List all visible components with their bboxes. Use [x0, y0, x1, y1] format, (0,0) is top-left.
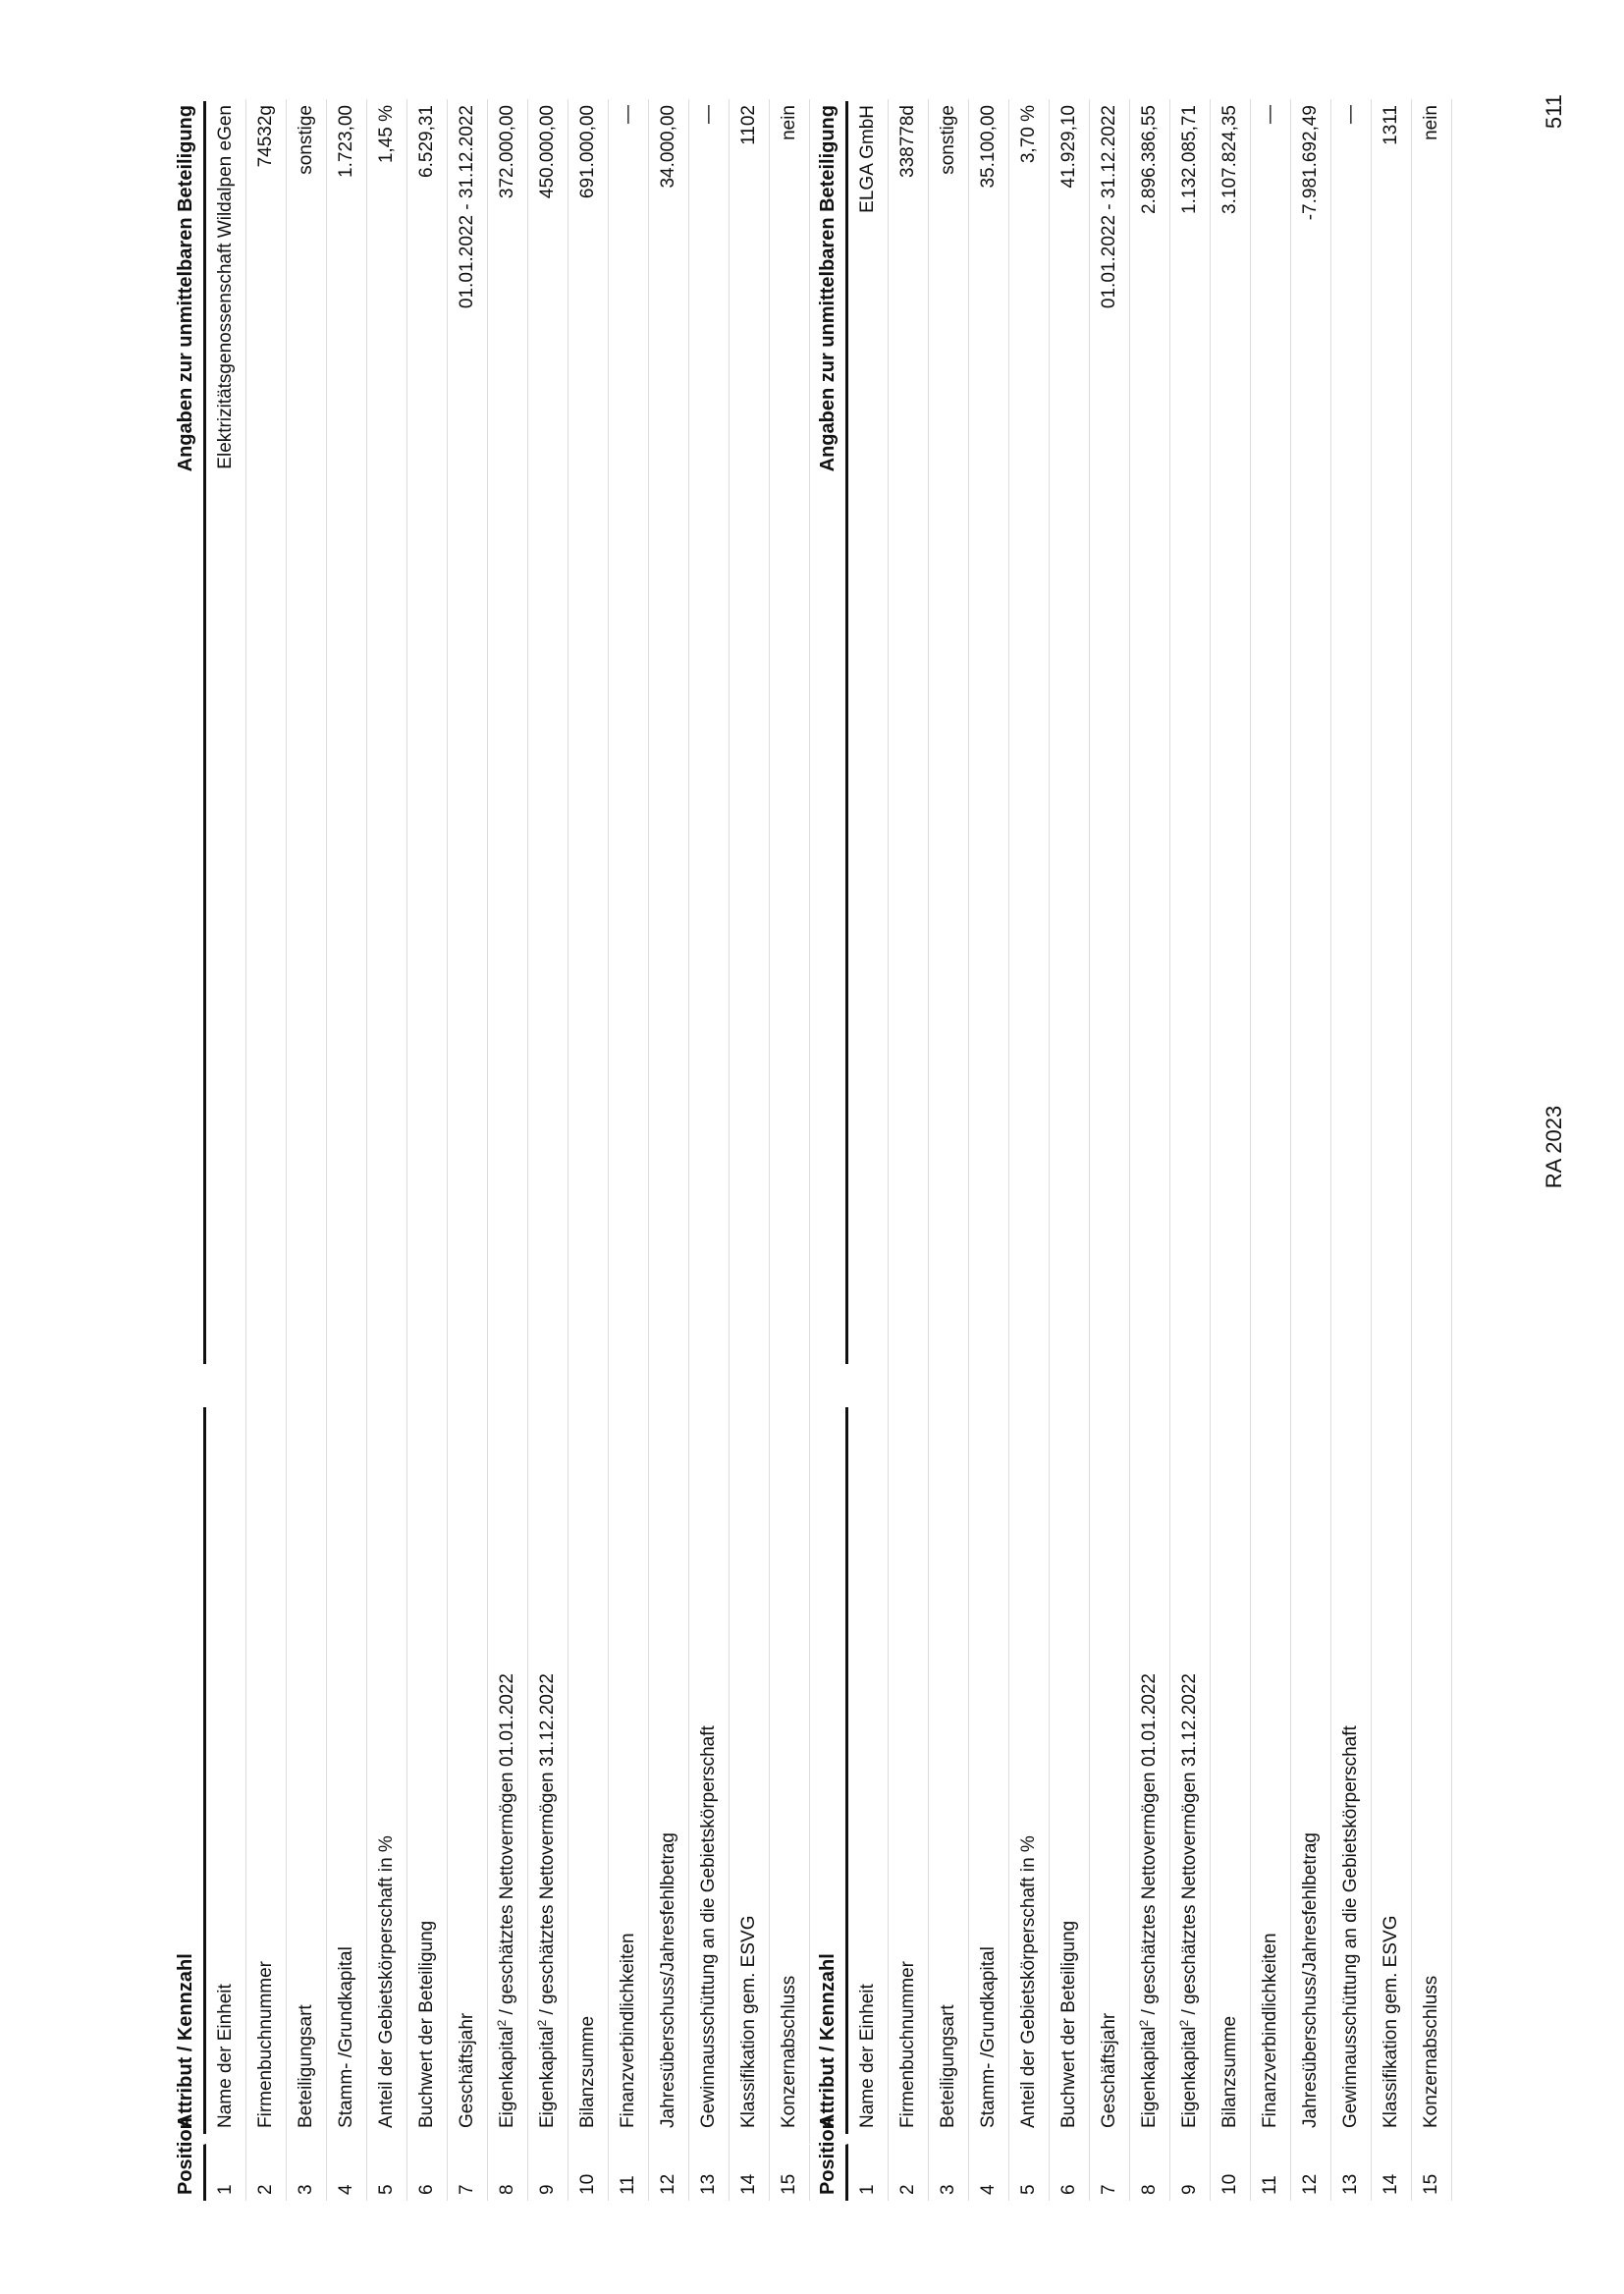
attribute-label-suffix: / geschätztes Nettovermögen 01.01.2022 [1139, 1673, 1160, 2020]
row-attribute [206, 1407, 245, 2134]
table-row [1211, 99, 1251, 2201]
row-attribute [448, 1407, 487, 2134]
row-value: sonstige [296, 105, 316, 175]
table-row [929, 99, 969, 2201]
attribute-label: Name der Einheit [857, 1984, 878, 2128]
table-row [1251, 99, 1291, 2201]
row-value: — [618, 105, 638, 124]
table-row [969, 99, 1009, 2201]
row-value: 34.000,00 [658, 105, 678, 189]
row-value: 450.000,00 [537, 105, 558, 199]
row-attribute [609, 1407, 648, 2134]
attribute-label: Jahresüberschuss/Jahresfehlbetrag [1300, 1831, 1321, 2128]
row-position: 9 [528, 2144, 568, 2201]
table-row [287, 99, 327, 2201]
header-attribute: Attribut / Kennzahl [165, 1407, 206, 2134]
row-value: 35.100,00 [978, 105, 999, 189]
table-row [407, 99, 448, 2201]
participation-table-2 [807, 99, 1452, 2201]
attribute-label-suffix: / geschätztes Nettovermögen 31.12.2022 [1179, 1673, 1200, 2020]
row-attribute [528, 1407, 568, 2134]
row-attribute [1211, 1407, 1250, 2134]
row-value: 2.896.386,55 [1139, 105, 1160, 214]
table-row [1291, 99, 1331, 2201]
table-row [770, 99, 810, 2201]
row-attribute [407, 1407, 447, 2134]
row-attribute [327, 1407, 366, 2134]
attribute-label: Finanzverbindlichkeiten [618, 1933, 638, 2128]
row-value: nein [1421, 105, 1441, 140]
header-value: Angaben zur unmittelbaren Beteiligung [807, 101, 848, 1364]
row-attribute [246, 1407, 286, 2134]
row-value: 1.132.085,71 [1179, 105, 1200, 214]
row-value: Elektrizitätsgenossenschaft Wildalpen eGen [215, 105, 236, 469]
attribute-label: Gewinnausschüttung an die Gebietskörperschaft [1340, 1725, 1361, 2128]
attribute-label: Bilanzsumme [577, 2015, 598, 2128]
table-header-row [807, 99, 848, 2201]
attribute-label: Buchwert der Beteiligung [416, 1920, 437, 2128]
row-attribute [568, 1407, 608, 2134]
footnote-marker: 2 [495, 2019, 509, 2027]
attribute-label: Bilanzsumme [1219, 2015, 1240, 2128]
attribute-label: Beteiligungsart [296, 2004, 316, 2128]
row-attribute [730, 1407, 769, 2134]
page-number: 511 [1542, 94, 1566, 130]
attribute-label: Gewinnausschüttung an die Gebietskörperschaft [698, 1725, 719, 2128]
row-value: -7.981.692,49 [1300, 105, 1321, 221]
row-value: 1.723,00 [336, 105, 356, 178]
row-value: 6.529,31 [416, 105, 437, 178]
table-row [327, 99, 367, 2201]
table-row [1372, 99, 1412, 2201]
row-value: 3.107.824,35 [1219, 105, 1240, 214]
table-row [1050, 99, 1090, 2201]
row-attribute [488, 1407, 527, 2134]
row-value: 01.01.2022 - 31.12.2022 [1099, 105, 1119, 309]
row-attribute [1009, 1407, 1049, 2134]
table-row [528, 99, 568, 2201]
row-value: 691.000,00 [577, 105, 598, 199]
table-row [568, 99, 609, 2201]
attribute-label: Klassifikation gem. ESVG [738, 1915, 759, 2128]
row-value: 372.000,00 [497, 105, 517, 199]
attribute-label: Eigenkapital [1139, 2026, 1160, 2128]
attribute-label: Eigenkapital [497, 2026, 517, 2128]
row-position: 13 [1331, 2144, 1371, 2201]
row-position: 1 [206, 2144, 245, 2201]
attribute-label: Eigenkapital [537, 2026, 558, 2128]
row-value: 338778d [897, 105, 918, 178]
table-row [1170, 99, 1211, 2201]
row-attribute [1331, 1407, 1371, 2134]
attribute-label: Geschäftsjahr [457, 2012, 477, 2128]
row-value: 1102 [738, 105, 759, 145]
attribute-label: Firmenbuchnummer [897, 1961, 918, 2128]
table-row [889, 99, 929, 2201]
row-position: 8 [1130, 2144, 1169, 2201]
row-value: sonstige [938, 105, 958, 175]
row-position: 6 [1050, 2144, 1089, 2201]
header-position: Position [165, 2144, 206, 2201]
row-attribute [1170, 1407, 1210, 2134]
attribute-label: Name der Einheit [215, 1984, 236, 2128]
attribute-label: Stamm- /Grundkapital [978, 1946, 999, 2128]
table-row [488, 99, 528, 2201]
footnote-marker: 2 [1177, 2019, 1191, 2027]
table-row [730, 99, 770, 2201]
row-attribute [1372, 1407, 1411, 2134]
attribute-label-suffix: / geschätztes Nettovermögen 01.01.2022 [497, 1673, 517, 2020]
row-position: 3 [929, 2144, 968, 2201]
row-position: 10 [1211, 2144, 1250, 2201]
table-row [1130, 99, 1170, 2201]
row-position: 4 [969, 2144, 1008, 2201]
table-row [1090, 99, 1130, 2201]
row-attribute [287, 1407, 326, 2134]
row-attribute [770, 1407, 809, 2134]
row-position: 8 [488, 2144, 527, 2201]
header-position: Position [807, 2144, 848, 2201]
header-value: Angaben zur unmittelbaren Beteiligung [165, 101, 206, 1364]
row-attribute [1412, 1407, 1451, 2134]
table-row [1331, 99, 1372, 2201]
row-attribute [1251, 1407, 1290, 2134]
footnote-marker: 2 [535, 2019, 549, 2027]
row-value: 41.929,10 [1058, 105, 1079, 189]
row-attribute [1050, 1407, 1089, 2134]
participation-table-1 [165, 99, 810, 2201]
row-value: — [1260, 105, 1280, 124]
table-row [848, 99, 889, 2201]
attribute-label: Anteil der Gebietskörperschaft in % [1018, 1835, 1039, 2128]
row-position: 11 [609, 2144, 648, 2201]
table-row [246, 99, 287, 2201]
header-attribute: Attribut / Kennzahl [807, 1407, 848, 2134]
attribute-label: Geschäftsjahr [1099, 2012, 1119, 2128]
row-value: 01.01.2022 - 31.12.2022 [457, 105, 477, 309]
row-position: 5 [1009, 2144, 1049, 2201]
row-position: 14 [730, 2144, 769, 2201]
footnote-marker: 2 [1137, 2019, 1151, 2027]
row-attribute [367, 1407, 406, 2134]
row-position: 12 [649, 2144, 688, 2201]
attribute-label-suffix: / geschätztes Nettovermögen 31.12.2022 [537, 1673, 558, 2020]
attribute-label: Stamm- /Grundkapital [336, 1946, 356, 2128]
table-row [367, 99, 407, 2201]
row-attribute [848, 1407, 888, 2134]
row-attribute [929, 1407, 968, 2134]
attribute-label: Beteiligungsart [938, 2004, 958, 2128]
row-position: 9 [1170, 2144, 1210, 2201]
table-body [206, 99, 810, 2201]
attribute-label: Klassifikation gem. ESVG [1380, 1915, 1401, 2128]
attribute-label: Jahresüberschuss/Jahresfehlbetrag [658, 1831, 678, 2128]
row-attribute [1130, 1407, 1169, 2134]
row-value: 1311 [1380, 105, 1401, 145]
table-body [848, 99, 1452, 2201]
row-position: 2 [246, 2144, 286, 2201]
row-position: 6 [407, 2144, 447, 2201]
row-value: — [698, 105, 719, 124]
row-position: 11 [1251, 2144, 1290, 2201]
row-attribute [649, 1407, 688, 2134]
table-row [689, 99, 730, 2201]
table-row [448, 99, 488, 2201]
row-value: 3,70 % [1018, 105, 1039, 164]
row-value: — [1340, 105, 1361, 124]
attribute-label: Buchwert der Beteiligung [1058, 1920, 1079, 2128]
attribute-label: Eigenkapital [1179, 2026, 1200, 2128]
row-position: 7 [448, 2144, 487, 2201]
row-position: 7 [1090, 2144, 1129, 2201]
attribute-label: Konzernabschluss [779, 1975, 799, 2128]
row-value: 74532g [255, 105, 276, 168]
row-position: 3 [287, 2144, 326, 2201]
report-label: RA 2023 [1542, 1105, 1566, 1189]
row-position: 1 [848, 2144, 888, 2201]
table-row [1412, 99, 1452, 2201]
row-position: 2 [889, 2144, 928, 2201]
table-header-row [165, 99, 206, 2201]
attribute-label: Firmenbuchnummer [255, 1961, 276, 2128]
row-position: 5 [367, 2144, 406, 2201]
row-position: 15 [770, 2144, 809, 2201]
row-attribute [969, 1407, 1008, 2134]
row-value: nein [779, 105, 799, 140]
row-attribute [689, 1407, 729, 2134]
row-position: 13 [689, 2144, 729, 2201]
row-attribute [889, 1407, 928, 2134]
attribute-label: Anteil der Gebietskörperschaft in % [376, 1835, 397, 2128]
table-row [649, 99, 689, 2201]
attribute-label: Konzernabschluss [1421, 1975, 1441, 2128]
row-value: 1,45 % [376, 105, 397, 164]
row-position: 12 [1291, 2144, 1330, 2201]
row-position: 10 [568, 2144, 608, 2201]
attribute-label: Finanzverbindlichkeiten [1260, 1933, 1280, 2128]
table-row [609, 99, 649, 2201]
table-row [206, 99, 246, 2201]
table-row [1009, 99, 1050, 2201]
row-attribute [1291, 1407, 1330, 2134]
row-value: ELGA GmbH [857, 105, 878, 213]
row-position: 4 [327, 2144, 366, 2201]
row-position: 15 [1412, 2144, 1451, 2201]
row-attribute [1090, 1407, 1129, 2134]
row-position: 14 [1372, 2144, 1411, 2201]
